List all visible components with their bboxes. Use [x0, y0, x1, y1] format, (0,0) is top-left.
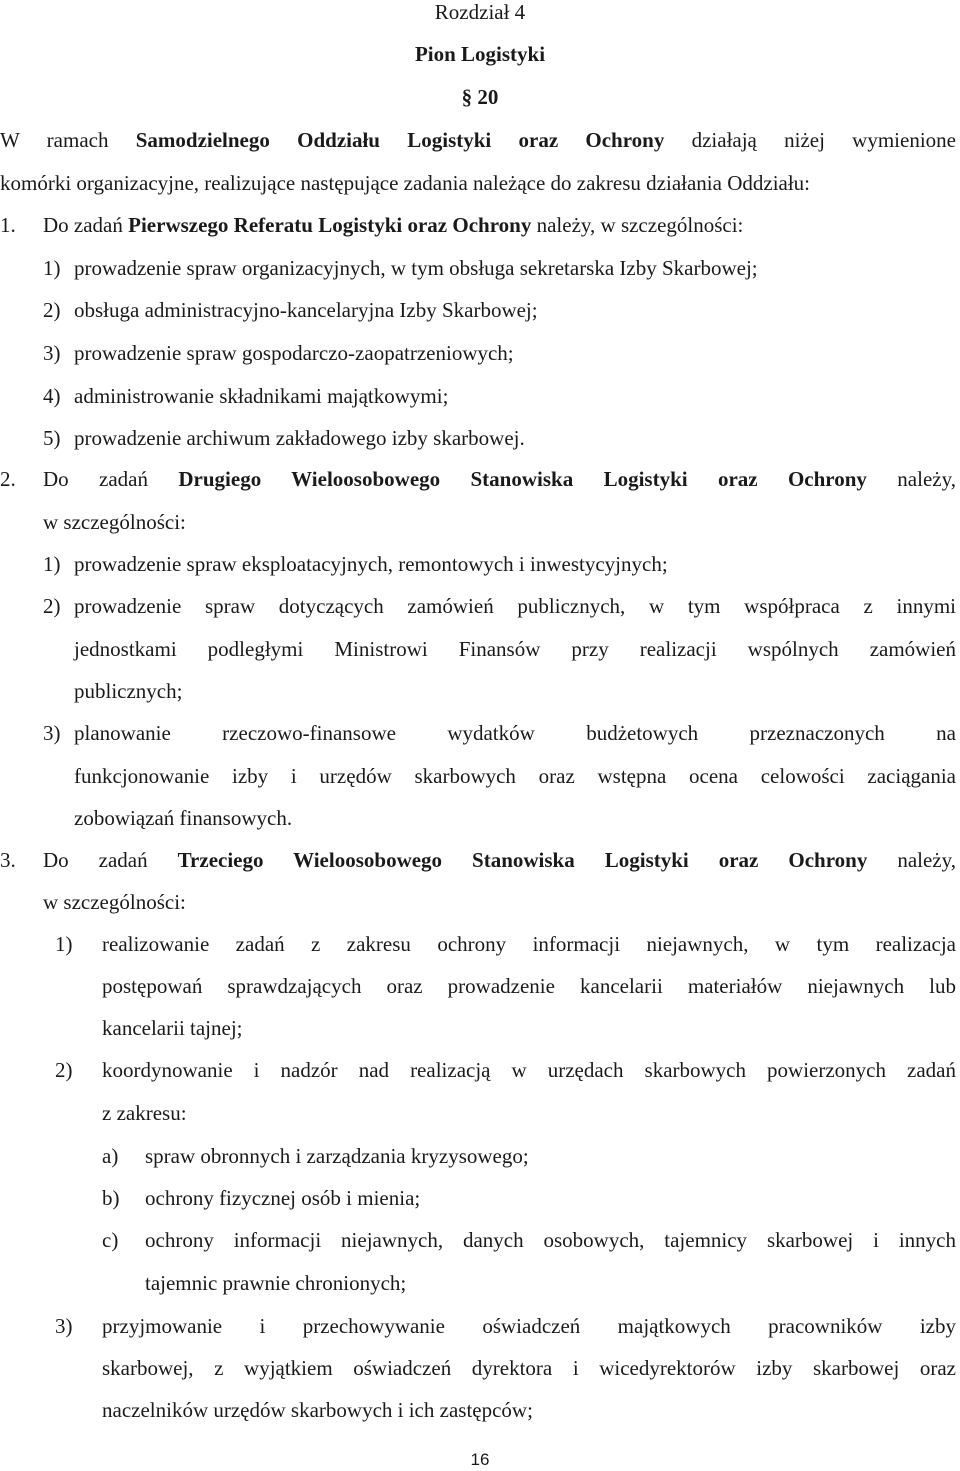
item-3-subpoint-letter: c) — [102, 1228, 119, 1252]
item-1-unit-name: Pierwszego Referatu Logistyki oraz Ochrony — [128, 213, 532, 237]
item-3-subpoint-text: tajemnic prawnie chronionych; — [145, 1271, 407, 1295]
item-1-point-text: prowadzenie spraw gospodarczo-zaopatrzeniowych; — [74, 341, 514, 365]
item-3-point-text: kancelarii tajnej; — [102, 1016, 243, 1040]
item-3-heading — [43, 848, 956, 872]
item-2-point-number: 2) — [43, 594, 61, 618]
item-2-point-number: 3) — [43, 721, 61, 745]
item-3-point-text: z zakresu: — [102, 1101, 187, 1125]
item-1-point-number: 4) — [43, 384, 61, 408]
item-3-point-text: realizowanie zadań z zakresu ochrony informacji niejawnych, w tym realizacja — [102, 932, 956, 956]
item-3-post: należy, — [867, 848, 956, 872]
item-3-subpoint-text: ochrony informacji niejawnych, danych osobowych, tajemnicy skarbowej i innych — [145, 1228, 956, 1252]
item-1-heading — [43, 213, 743, 237]
item-3-pre: Do zadań — [43, 848, 178, 872]
item-3-point-text: koordynowanie i nadzór nad realizacją w urzędach skarbowych powierzonych zadań — [102, 1058, 956, 1082]
item-3-point-text: naczelników urzędów skarbowych i ich zastępców; — [102, 1398, 533, 1422]
item-2-number: 2. — [0, 467, 16, 491]
item-3-unit-name: Trzeciego Wieloosobowego Stanowiska Logistyki oraz Ochrony — [177, 848, 868, 872]
intro-unit-name: Samodzielnego Oddziału Logistyki oraz Ochrony — [135, 128, 665, 152]
item-1-point-text: prowadzenie archiwum zakładowego izby skarbowej. — [74, 426, 525, 450]
item-3-point-number: 1) — [55, 932, 73, 956]
item-3-point-text: postępowań sprawdzających oraz prowadzenie kancelarii materiałów niejawnych lub — [102, 974, 956, 998]
item-3-point-number: 3) — [55, 1314, 73, 1338]
intro-text-cont: działają niżej wymienione — [664, 128, 956, 152]
section-heading: § 20 — [461, 85, 499, 109]
item-2-point-text: zobowiązań finansowych. — [74, 806, 293, 830]
intro-line-1 — [0, 128, 956, 152]
item-3-point-text: przyjmowanie i przechowywanie oświadczeń majątkowych pracowników izby — [102, 1314, 956, 1338]
item-3-point-text: skarbowej, z wyjątkiem oświadczeń dyrektora i wicedyrektorów izby skarbowej oraz — [102, 1356, 956, 1380]
item-3-point-number: 2) — [55, 1058, 73, 1082]
item-1-point-text: obsługa administracyjno-kancelaryjna Izby Skarbowej; — [74, 298, 538, 322]
item-2-point-text: prowadzenie spraw dotyczących zamówień publicznych, w tym współpraca z innymi — [74, 594, 956, 618]
item-2-pre: Do zadań — [43, 467, 179, 491]
item-1-point-number: 2) — [43, 298, 61, 322]
item-3-subpoint-letter: b) — [102, 1186, 120, 1210]
item-2-point-text: prowadzenie spraw eksploatacyjnych, remontowych i inwestycyjnych; — [74, 552, 668, 576]
chapter-title: Pion Logistyki — [414, 42, 546, 66]
item-1-pre: Do zadań — [43, 213, 129, 237]
page-number: 16 — [470, 1450, 490, 1469]
item-3-heading-cont: w szczególności: — [43, 890, 186, 914]
item-3-subpoint-letter: a) — [102, 1144, 119, 1168]
item-2-heading — [43, 467, 956, 491]
item-1-point-number: 1) — [43, 256, 61, 280]
item-1-point-text: administrowanie składnikami majątkowymi; — [74, 384, 449, 408]
item-2-point-text: jednostkami podległymi Ministrowi Finansów przy realizacji wspólnych zamówień — [74, 637, 956, 661]
item-2-point-text: funkcjonowanie izby i urzędów skarbowych oraz wstępna ocena celowości zaciągania — [74, 764, 956, 788]
item-2-point-text: publicznych; — [74, 679, 183, 703]
item-2-point-number: 1) — [43, 552, 61, 576]
item-2-unit-name: Drugiego Wieloosobowego Stanowiska Logistyki oraz Ochrony — [178, 467, 867, 491]
item-2-post: należy, — [866, 467, 956, 491]
item-1-point-text: prowadzenie spraw organizacyjnych, w tym obsługa sekretarska Izby Skarbowej; — [74, 256, 758, 280]
item-3-subpoint-text: ochrony fizycznej osób i mienia; — [145, 1186, 421, 1210]
chapter-heading: Rozdział 4 — [434, 0, 526, 24]
item-2-point-text: planowanie rzeczowo-finansowe wydatków budżetowych przeznaczonych na — [74, 721, 956, 745]
intro-line-2: komórki organizacyjne, realizujące następujące zadania należące do zakresu działania Oddziału: — [0, 171, 811, 195]
item-3-subpoint-text: spraw obronnych i zarządzania kryzysowego; — [145, 1144, 529, 1168]
item-1-number: 1. — [0, 213, 16, 237]
item-2-heading-cont: w szczególności: — [43, 510, 186, 534]
intro-text: W ramach — [0, 128, 136, 152]
item-1-point-number: 5) — [43, 426, 61, 450]
item-1-point-number: 3) — [43, 341, 61, 365]
item-3-number: 3. — [0, 848, 16, 872]
item-1-post: należy, w szczególności: — [531, 213, 744, 237]
